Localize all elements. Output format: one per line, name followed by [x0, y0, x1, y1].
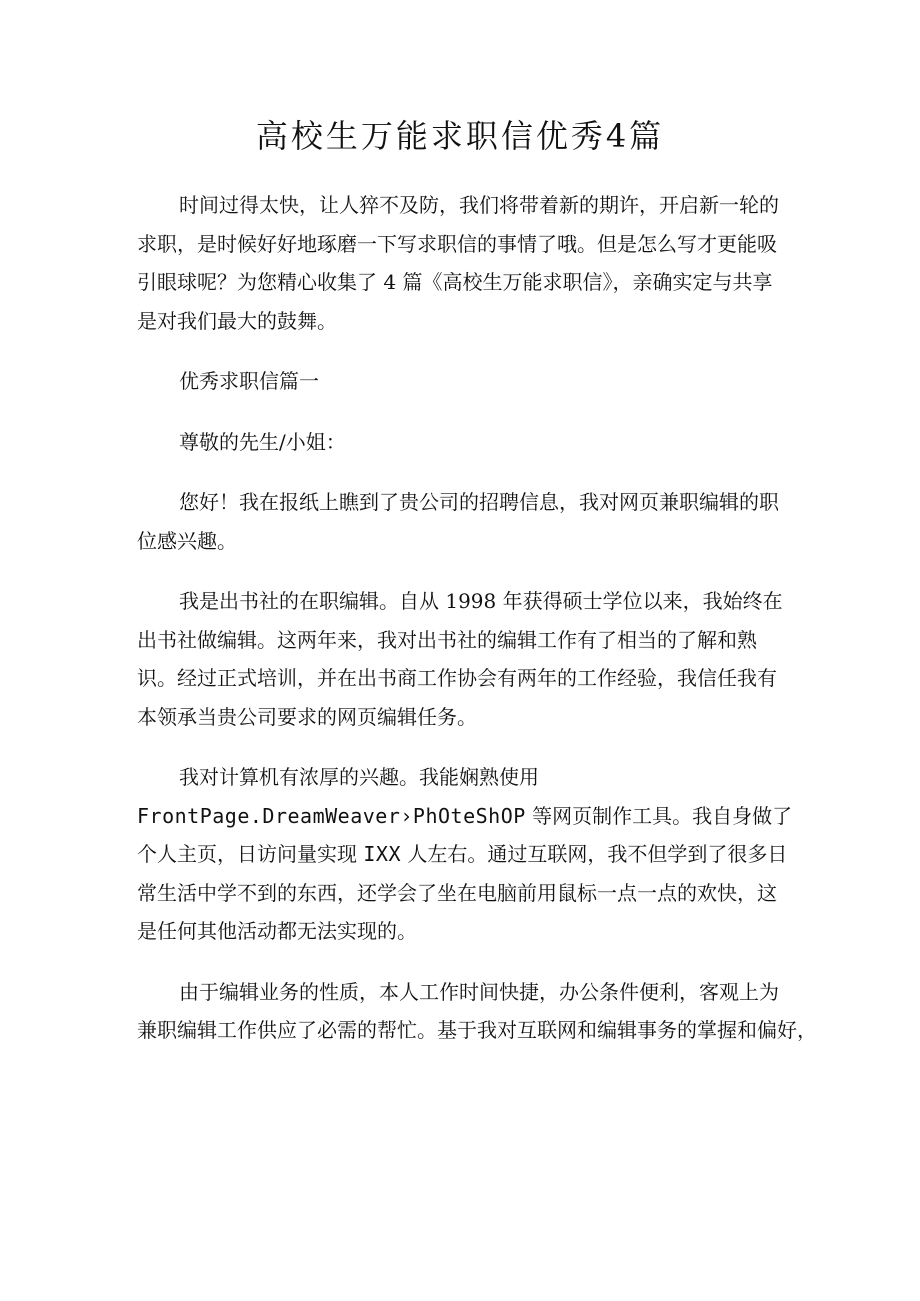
paragraph-line: 本领承当贵公司要求的网页编辑任务。: [137, 704, 477, 729]
software-names: FrontPage.DreamWeaver›PhOteShOP: [137, 803, 526, 828]
letter-paragraph-1: [137, 483, 787, 560]
section-heading-paragraph: [137, 362, 787, 401]
section-heading: 优秀求职信篇一: [179, 369, 319, 393]
paragraph-line: 识。经过正式培训，并在出书商工作协会有两年的工作经验，我信任我有: [137, 666, 777, 690]
paragraph-line: 您好！我在报纸上瞧到了贵公司的招聘信息，我对网页兼职编辑的职: [179, 490, 779, 514]
paragraph-line: 由于编辑业务的性质，本人工作时间快捷，办公条件便利，客观上为: [179, 979, 779, 1004]
intro-paragraph: [137, 186, 787, 340]
letter-paragraph-4: [137, 973, 817, 1050]
paragraph-line: 是任何其他活动都无法实现的。: [137, 919, 417, 943]
letter-paragraph-3: [137, 758, 793, 951]
salutation-paragraph: [137, 423, 787, 462]
intro-line: 是对我们最大的鼓舞。: [137, 308, 337, 333]
paragraph-text: 等网页制作工具。我自身做了: [525, 803, 793, 828]
intro-line: 引眼球呢？为您精心收集了 4 篇《高校生万能求职信》，亲确实定与共享: [137, 270, 773, 294]
paragraph-text: 人左右。通过互联网，我不但学到了很多日: [400, 842, 788, 866]
paragraph-line: 兼职编辑工作供应了必需的帮忙。基于我对互联网和编辑事务的掌握和偏好，: [137, 1018, 817, 1042]
intro-line: 时间过得太快，让人猝不及防，我们将带着新的期许，开启新一轮的: [179, 193, 779, 217]
document-title: 高校生万能求职信优秀4篇: [255, 117, 665, 155]
visit-count: IXX: [363, 842, 401, 866]
paragraph-line: [137, 797, 793, 836]
paragraph-text: 个人主页，日访问量实现: [137, 842, 364, 866]
paragraph-line: 我是出书社的在职编辑。自从 1998 年获得硕士学位以来，我始终在: [179, 589, 783, 613]
paragraph-line: 常生活中学不到的东西，还学会了坐在电脑前用鼠标一点一点的欢快，这: [137, 880, 777, 905]
letter-paragraph-2: [137, 582, 787, 736]
paragraph-line: 出书社做编辑。这两年来，我对出书社的编辑工作有了相当的了解和熟: [137, 627, 757, 652]
paragraph-line: 位感兴趣。: [137, 528, 237, 553]
intro-line: 求职，是时候好好地琢磨一下写求职信的事情了哦。但是怎么写才更能吸: [137, 231, 777, 256]
document-body: [137, 186, 817, 1072]
paragraph-line: [137, 835, 787, 874]
paragraph-line: 我对计算机有浓厚的兴趣。我能娴熟使用: [179, 765, 539, 789]
salutation: 尊敬的先生/小姐：: [179, 429, 346, 454]
